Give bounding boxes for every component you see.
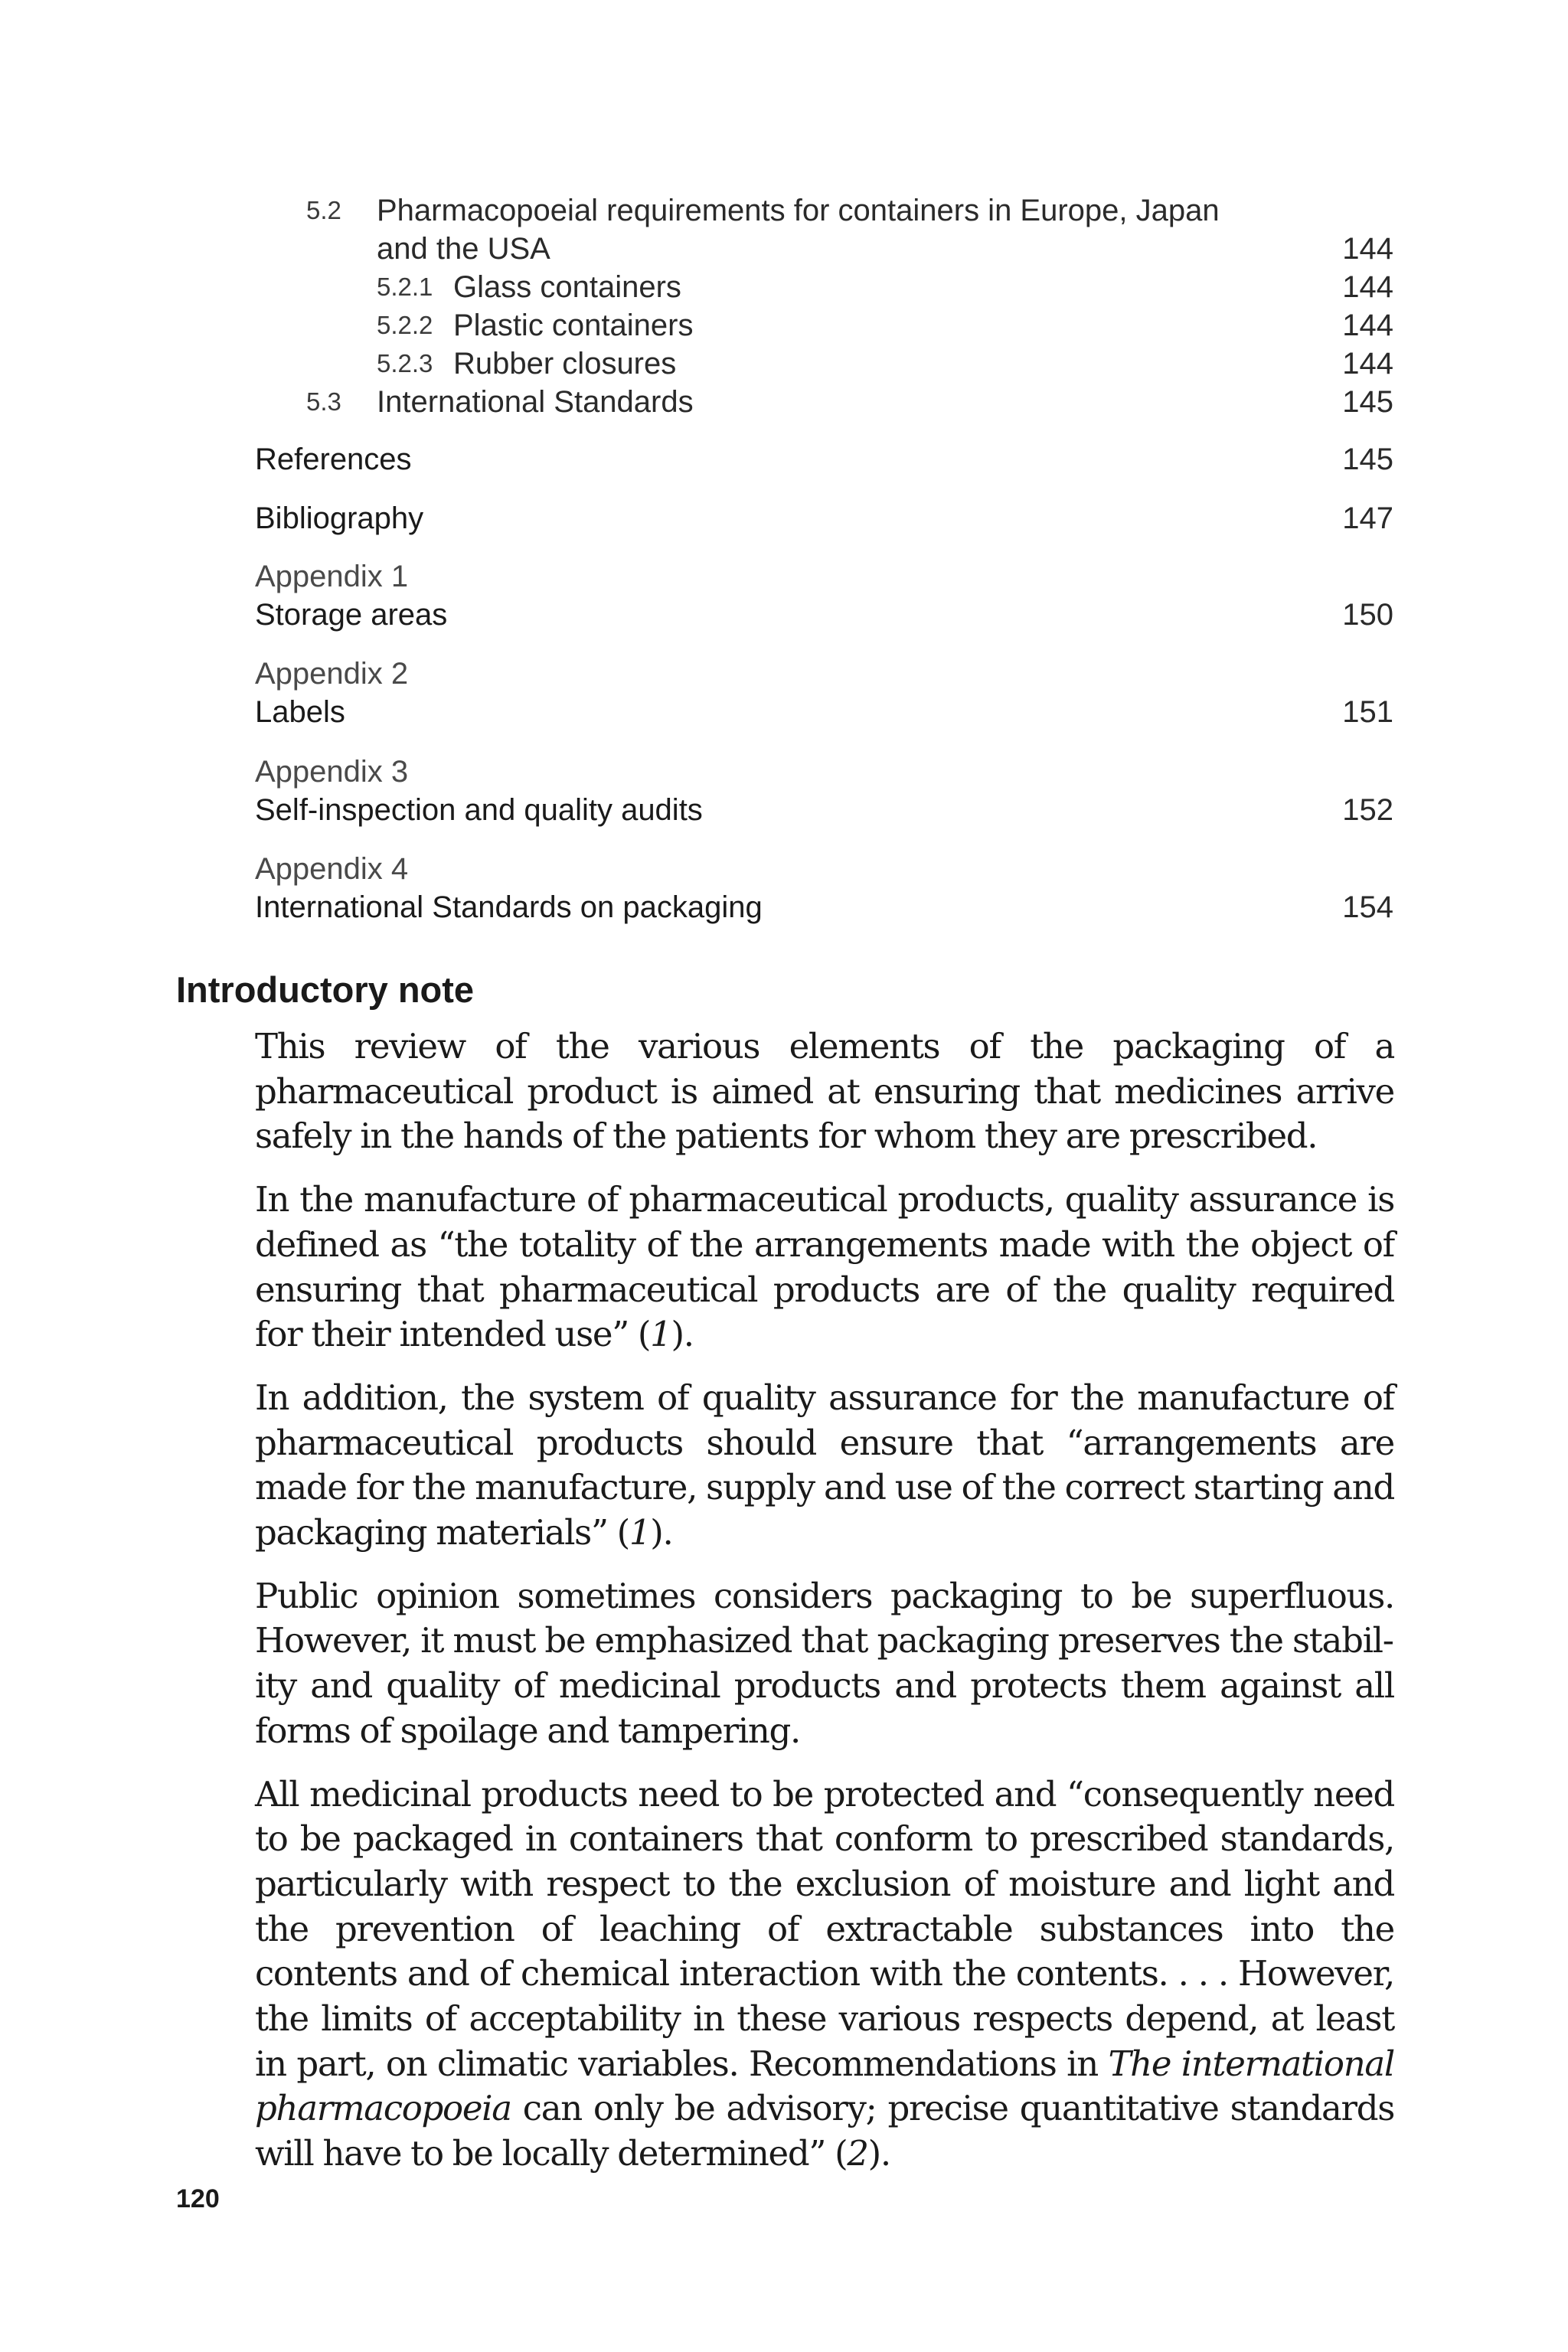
body-paragraph [255, 1772, 1394, 2177]
toc-entry-page: 144 [1342, 270, 1393, 304]
paragraph-text: ). [867, 2133, 890, 2174]
toc-entry-number: 5.2 [306, 196, 341, 224]
toc-entry-page: 144 [1342, 232, 1393, 266]
paragraph-text: ). [671, 1314, 694, 1355]
toc-entry-number: 5.2.1 [377, 273, 433, 301]
toc-references-title: References [255, 443, 412, 476]
reference-number: 2 [847, 2133, 868, 2174]
paragraph-text: can only be advisory; precise quantitative standards will have to be locally determined” ( [255, 2088, 1394, 2174]
appendix-page: 150 [1342, 598, 1393, 632]
paragraph-text: All medicinal products need to be protected and “consequently need to be packaged in containers that conform to prescribed standards, particularly with respect to the exclusion of moisture and light and the prevention of leaching of extractable substances into the contents and of chemical interaction with the contents. . . . However, the limits of acceptability in these various respects depend, at least in part, on climatic variables. Recommendations in [255, 1773, 1394, 2084]
toc-entry-title: Pharmacopoeial requirements for containers in Europe, Japan [377, 194, 1220, 227]
page-number: 120 [176, 2184, 220, 2213]
appendix-title: Labels [255, 695, 345, 729]
toc-bibliography-title: Bibliography [255, 501, 424, 535]
toc-entry-page: 144 [1342, 347, 1393, 381]
toc-bibliography-page: 147 [1342, 501, 1393, 535]
toc-entry-title: Rubber closures [453, 347, 677, 381]
toc-entry-title: and the USA [377, 232, 550, 266]
toc-entry-number: 5.3 [306, 387, 341, 416]
appendix-page: 151 [1342, 695, 1393, 729]
appendix-label: Appendix 2 [255, 657, 409, 691]
section-body [255, 1024, 1394, 2195]
toc-entry-page: 145 [1342, 385, 1393, 419]
section-heading: Introductory note [176, 969, 475, 1010]
reference-number: 1 [650, 1314, 671, 1355]
toc-entry-page: 144 [1342, 309, 1393, 342]
appendix-title: International Standards on packaging [255, 890, 763, 924]
body-paragraph [255, 1024, 1394, 1159]
reference-number: 1 [629, 1512, 651, 1553]
cited-work-title: The international pharmacopoeia [255, 2043, 1394, 2129]
toc-entry-title: Plastic containers [453, 309, 694, 342]
paragraph-text: This review of the various elements of the packaging of a pharmaceutical product is aimed at ensuring that medicines arrive safely in the hands of the patients for whom they are prescribed. [255, 1026, 1394, 1157]
body-paragraph [255, 1376, 1394, 1556]
appendix-label: Appendix 4 [255, 852, 409, 886]
toc-references-page: 145 [1342, 443, 1393, 476]
paragraph-text: ). [650, 1512, 673, 1553]
toc-entry-title: International Standards [377, 385, 694, 419]
body-paragraph [255, 1574, 1394, 1754]
toc-entry-number: 5.2.2 [377, 311, 433, 339]
paragraph-text: In the manufacture of pharmaceutical products, quality assurance is defined as “the totality of the arrangements made with the object of ensuring that pharmaceutical products are of the quality required for their intended use” ( [255, 1179, 1394, 1355]
appendix-page: 152 [1342, 793, 1393, 827]
body-paragraph [255, 1178, 1394, 1357]
appendix-page: 154 [1342, 890, 1393, 924]
toc-entry-title: Glass containers [453, 270, 681, 304]
paragraph-text: In addition, the system of quality assurance for the manufacture of pharmaceutical products should ensure that “arrangements are made for the manufacture, supply and use of the correct starting and packaging materials” ( [255, 1377, 1394, 1553]
appendix-title: Storage areas [255, 598, 448, 632]
appendix-label: Appendix 3 [255, 755, 409, 789]
appendix-title: Self-inspection and quality audits [255, 793, 703, 827]
appendix-label: Appendix 1 [255, 560, 409, 593]
toc-entry-number: 5.2.3 [377, 349, 433, 377]
paragraph-text: Public opinion sometimes considers packaging to be superfluous. However, it must be emphasized that packaging preserves the stability and quality of medicinal products and protects them against all forms of spoilage and tampering. [255, 1575, 1394, 1751]
